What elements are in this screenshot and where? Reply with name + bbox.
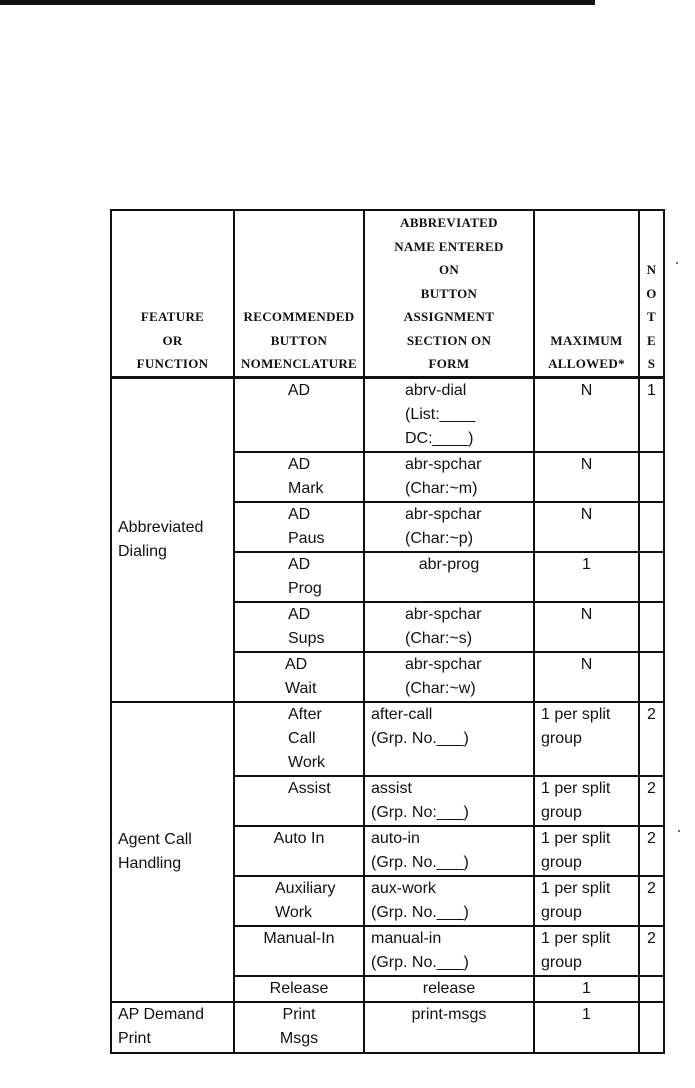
button-nomenclature-cell: Assist [234, 776, 364, 826]
feature-cell: Agent Call Handling [111, 702, 234, 1002]
button-nomenclature-cell: AD Prog [234, 552, 364, 602]
button-nomenclature-cell: AD Sups [234, 602, 364, 652]
button-nomenclature-cell: AD [234, 377, 364, 452]
abbreviated-name-cell: manual-in (Grp. No.___) [364, 926, 534, 976]
abbreviated-name-cell: abr-spchar (Char:~w) [364, 652, 534, 702]
abbreviated-name-cell: abr-spchar (Char:~s) [364, 602, 534, 652]
button-nomenclature-cell: AD Wait [234, 652, 364, 702]
abbreviated-name-cell: assist (Grp. No:___) [364, 776, 534, 826]
abbreviated-name-cell: release [364, 976, 534, 1002]
button-nomenclature-cell: Auxiliary Work [234, 876, 364, 926]
abbreviated-name-cell: after-call (Grp. No.___) [364, 702, 534, 776]
notes-cell: 2 [639, 776, 664, 826]
notes-cell [639, 1002, 664, 1053]
header-feature: FEATURE OR FUNCTION [111, 210, 234, 377]
header-maximum-allowed: MAXIMUM ALLOWED* [534, 210, 639, 377]
table-row [111, 377, 664, 452]
maximum-allowed-cell: N [534, 452, 639, 502]
maximum-allowed-cell: N [534, 652, 639, 702]
feature-cell: Abbreviated Dialing [111, 377, 234, 702]
maximum-allowed-cell: N [534, 377, 639, 452]
maximum-allowed-cell: N [534, 602, 639, 652]
maximum-allowed-cell: 1 per split group [534, 876, 639, 926]
maximum-allowed-cell: 1 [534, 1002, 639, 1053]
abbreviated-name-cell: print-msgs [364, 1002, 534, 1053]
notes-cell: 2 [639, 926, 664, 976]
header-row [111, 210, 664, 377]
table-row [111, 702, 664, 776]
notes-cell [639, 602, 664, 652]
feature-cell: AP Demand Print [111, 1002, 234, 1053]
notes-cell [639, 652, 664, 702]
button-nomenclature-cell: AD Mark [234, 452, 364, 502]
button-nomenclature-cell: Auto In [234, 826, 364, 876]
button-nomenclature-cell: Manual-In [234, 926, 364, 976]
abbreviated-name-cell: abr-spchar (Char:~p) [364, 502, 534, 552]
notes-cell [639, 452, 664, 502]
notes-cell: 2 [639, 826, 664, 876]
maximum-allowed-cell: 1 per split group [534, 776, 639, 826]
button-nomenclature-cell: AD Paus [234, 502, 364, 552]
header-nomenclature: RECOMMENDED BUTTON NOMENCLATURE [234, 210, 364, 377]
notes-cell: 1 [639, 377, 664, 452]
abbreviated-name-cell: abr-spchar (Char:~m) [364, 452, 534, 502]
table-row [111, 1002, 664, 1053]
notes-cell [639, 502, 664, 552]
table-header [111, 210, 664, 377]
notes-cell: 2 [639, 876, 664, 926]
abbreviated-name-cell: auto-in (Grp. No.___) [364, 826, 534, 876]
notes-cell [639, 976, 664, 1002]
button-nomenclature-cell: Print Msgs [234, 1002, 364, 1053]
abbreviated-name-cell: abr-prog [364, 552, 534, 602]
button-nomenclature-cell: After Call Work [234, 702, 364, 776]
stray-mark [678, 830, 680, 832]
stray-mark [676, 262, 678, 264]
maximum-allowed-cell: 1 per split group [534, 926, 639, 976]
maximum-allowed-cell: 1 per split group [534, 702, 639, 776]
maximum-allowed-cell: N [534, 502, 639, 552]
notes-cell [639, 552, 664, 602]
maximum-allowed-cell: 1 [534, 552, 639, 602]
abbreviated-name-cell: aux-work (Grp. No.___) [364, 876, 534, 926]
feature-button-table [110, 209, 665, 1054]
header-abbreviated-name: ABBREVIATED NAME ENTERED ON BUTTON ASSIGNMENT SECTION ON FORM [364, 210, 534, 377]
abbreviated-name-cell: abrv-dial (List:____ DC:____) [364, 377, 534, 452]
header-notes: N O T E S [639, 210, 664, 377]
maximum-allowed-cell: 1 [534, 976, 639, 1002]
button-nomenclature-cell: Release [234, 976, 364, 1002]
notes-cell: 2 [639, 702, 664, 776]
maximum-allowed-cell: 1 per split group [534, 826, 639, 876]
top-rule [0, 0, 595, 5]
table-body [111, 377, 664, 1053]
